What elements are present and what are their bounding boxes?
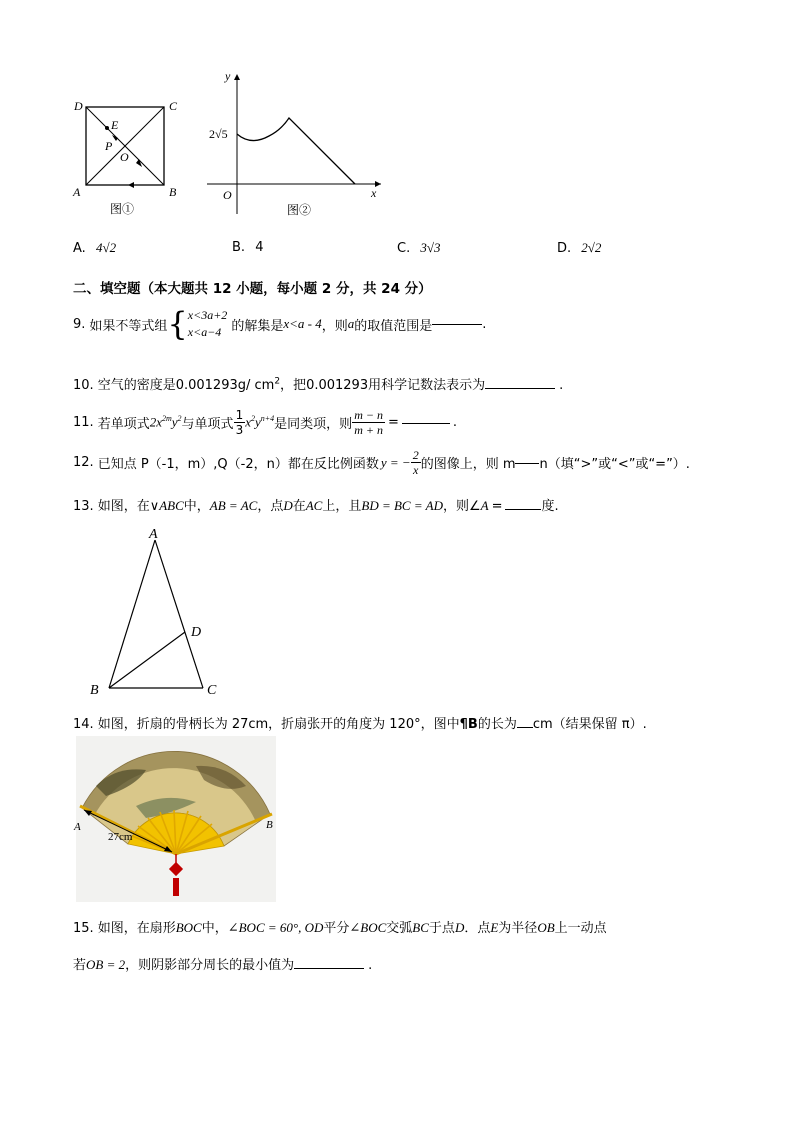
q13-text4: 在	[292, 499, 306, 514]
q15-t2: 平分	[323, 921, 350, 936]
q12-pre: 已知点 P（-1，m）,Q（-2，n）都在反比例函数	[97, 457, 379, 472]
q9-end: .	[482, 316, 487, 332]
q11-mono1	[150, 414, 182, 430]
q11-mono2-base: x	[245, 414, 251, 430]
q14-fig-len: 27cm	[108, 831, 133, 843]
q12-answer-blank	[515, 462, 539, 464]
q14-text: 如图，折扇的骨柄长为 27cm，折扇张开的角度为 120°，图中	[97, 717, 460, 732]
q10-post: ，把	[280, 378, 307, 393]
q15-ob: OB	[537, 920, 555, 935]
q11-eq: =	[387, 415, 399, 430]
option-b	[232, 240, 263, 255]
option-c-letter: C.	[397, 241, 411, 256]
q11-end: .	[452, 415, 457, 430]
fig2-label-o: O	[223, 188, 232, 202]
option-c-value: 3√3	[420, 240, 441, 255]
q15-d: D	[454, 920, 465, 935]
q9-row1: x<3a+2	[187, 308, 228, 322]
q11-f-num: m − n	[354, 408, 383, 422]
q15-num: 15.	[73, 921, 94, 936]
q13-fig-b: B	[90, 683, 99, 698]
q15-t1: 中，	[201, 921, 228, 936]
q14-fig-b: B	[266, 819, 273, 831]
q11-mono2	[245, 414, 274, 430]
q15-t6: 为半径	[498, 921, 538, 936]
fig1-label-e: E	[111, 118, 119, 132]
fig2-caption: 图②	[287, 203, 312, 217]
figure-1-square	[68, 95, 188, 220]
q11-answer-blank	[402, 422, 450, 424]
q11-num: 11.	[73, 415, 94, 430]
q10-post2: 用科学记数法表示为	[368, 378, 486, 393]
option-d-letter: D.	[557, 241, 572, 256]
q13-eq1: AB = AC	[209, 498, 258, 513]
q9-inequality-system	[167, 307, 227, 341]
q13-fig-a: A	[149, 527, 158, 542]
q14-fig-a: A	[74, 821, 81, 833]
q13-abc: ABC	[159, 498, 184, 513]
q12-num: 12.	[73, 455, 94, 470]
option-c	[397, 240, 441, 256]
fig1-label-o: O	[120, 150, 129, 164]
fig2-ytick: 2√5	[209, 127, 228, 141]
q15-answer-blank	[294, 967, 364, 969]
q9-pre: 如果不等式组	[89, 318, 168, 334]
question-15-line2	[73, 954, 372, 973]
option-a	[73, 240, 116, 256]
q10-value: 0.001293g/ cm	[175, 378, 275, 393]
q11-frac-num: 1	[235, 408, 244, 422]
question-13	[73, 495, 559, 514]
q11-mono2-y: y	[254, 414, 261, 430]
q12-frac-den: x	[413, 463, 419, 477]
q15-end: .	[368, 958, 373, 973]
q12-post2: n（填“>”或“<”或“=”）.	[539, 457, 690, 472]
q13-text3: ，点	[257, 499, 284, 514]
q15-line2a: 若	[73, 958, 87, 973]
option-d	[557, 240, 601, 256]
option-b-value: 4	[255, 240, 264, 255]
q15-line2b: ，则阴影部分周长的最小值为	[125, 958, 295, 973]
question-14	[73, 713, 647, 732]
q11-mono2-ysup: n+4	[260, 414, 275, 424]
question-9	[73, 307, 486, 341]
q15-bc: BC	[412, 920, 429, 935]
question-12	[73, 448, 690, 477]
q11-post: 是同类项，则	[274, 417, 353, 432]
q15-t4: 于点	[428, 921, 455, 936]
q14-end: cm（结果保留 π）.	[532, 717, 647, 732]
q12-func: y = −	[380, 454, 411, 470]
q11-mono2-sup: 2	[250, 414, 255, 424]
q13-text2: 中，	[183, 499, 210, 514]
q13-fig-c: C	[207, 683, 217, 698]
q12-post: 的图像上，则 m	[420, 457, 516, 472]
section-heading: 二、填空题（本大题共 12 小题，每小题 2 分，共 24 分）	[73, 281, 432, 297]
q12-frac-num: 2	[412, 448, 419, 462]
q10-value2: 0.001293	[306, 378, 369, 393]
q14-arc: ¶B	[459, 717, 478, 732]
option-d-value: 2√2	[581, 240, 602, 255]
q15-t7: 上一动点	[554, 921, 607, 936]
fig1-caption: 图①	[110, 202, 135, 216]
q13-end: 度.	[541, 499, 559, 514]
q15-e: E	[490, 920, 499, 935]
q10-pre: 空气的密度是	[97, 378, 176, 393]
q11-mid: 与单项式	[181, 417, 234, 432]
q9-num: 9.	[73, 316, 86, 332]
q13-a: A	[480, 498, 489, 513]
fig1-label-d: D	[74, 99, 83, 113]
q11-frac-den: 3	[235, 423, 244, 437]
q9-var: a	[347, 316, 355, 331]
q13-d: D	[283, 498, 293, 513]
q14-num: 14.	[73, 717, 94, 732]
q10-end: .	[559, 378, 564, 393]
q9-answer-blank	[432, 323, 482, 325]
q9-brace: {	[167, 305, 188, 343]
q13-text1: 如图，在∨	[97, 499, 160, 514]
q9-mid: 的解集是	[231, 318, 284, 334]
q11-fraction-third	[234, 408, 246, 437]
fig1-label-b: B	[169, 185, 177, 199]
q11-f-den: m + n	[354, 423, 383, 437]
q12-fraction	[411, 448, 421, 477]
q15-line1: 如图，在扇形	[97, 921, 176, 936]
q10-sup: 2	[274, 376, 281, 387]
q14-answer-blank	[517, 726, 533, 728]
question-10	[73, 374, 563, 393]
q11-fraction-mn	[352, 408, 385, 437]
q10-answer-blank	[485, 387, 555, 389]
option-a-letter: A.	[73, 241, 86, 256]
q13-triangle-figure	[85, 522, 225, 700]
q11-pre: 若单项式	[97, 417, 150, 432]
fig1-label-a: A	[73, 185, 81, 199]
q13-text7: =	[491, 499, 503, 514]
q15-t3: 交弧	[386, 921, 413, 936]
q13-fig-d: D	[191, 625, 202, 640]
question-15-line1	[73, 917, 607, 936]
figure-2-graph	[205, 68, 385, 220]
q13-answer-blank	[505, 508, 541, 510]
q13-ac: AC	[305, 498, 323, 513]
question-11	[73, 408, 457, 437]
q15-t5: ．点	[464, 921, 491, 936]
q9-post2: 的取值范围是	[354, 318, 433, 334]
q15-angle: ∠BOC = 60°, OD	[227, 920, 324, 935]
q15-boc: BOC	[175, 920, 202, 935]
q13-eq2: BD = BC = AD	[361, 498, 443, 513]
q15-angle2: ∠BOC	[349, 920, 387, 935]
option-b-letter: B.	[232, 240, 246, 255]
q15-ob2: OB = 2	[86, 957, 126, 972]
fig2-label-y: y	[225, 69, 231, 83]
q10-num: 10.	[73, 378, 94, 393]
fig2-label-x: x	[371, 186, 377, 200]
q11-mono1-sup: 2m	[161, 414, 172, 424]
q11-mono1-base: 2x	[149, 414, 162, 430]
q11-mono1-y: y	[171, 414, 178, 430]
q14-fan-figure	[76, 736, 276, 902]
q13-text5: 上，且	[322, 499, 362, 514]
fig1-label-p: P	[105, 139, 113, 153]
q9-post: ，则	[321, 318, 348, 334]
q9-solution: x<a - 4	[283, 316, 322, 331]
q11-mono1-ysup: 2	[177, 414, 182, 424]
option-a-value: 4√2	[95, 240, 117, 255]
q13-text6: ，则∠	[442, 499, 481, 514]
q13-num: 13.	[73, 499, 94, 514]
q14-text2: 的长为	[477, 717, 517, 732]
q9-row2: x<a−4	[187, 325, 222, 339]
fig1-label-c: C	[169, 99, 178, 113]
